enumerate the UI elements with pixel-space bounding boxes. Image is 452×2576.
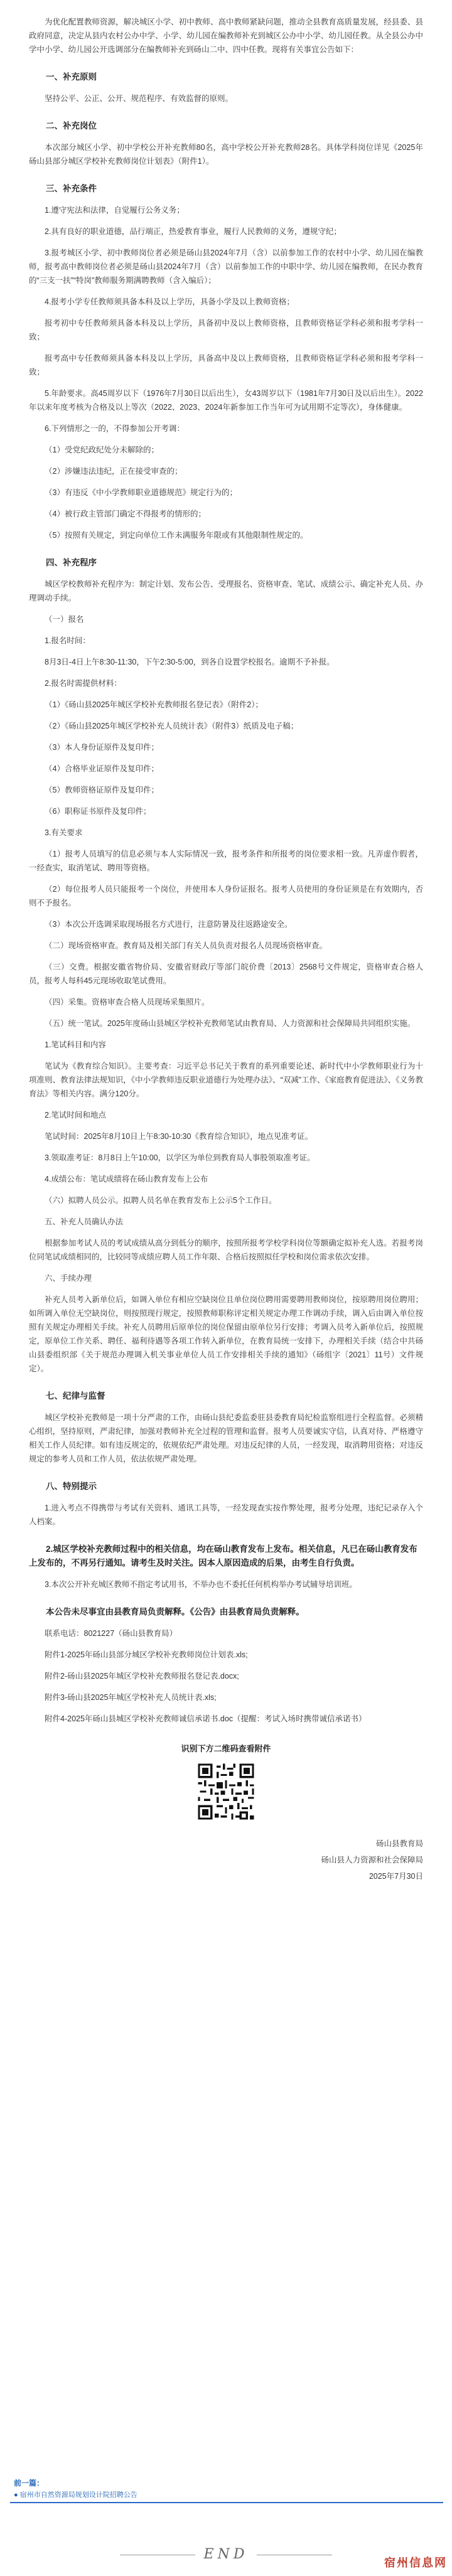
paragraph: 4.成绩公布：笔试成绩将在砀山教育发布上公布 xyxy=(45,1175,208,1184)
paragraph: （2）涉嫌违法违纪，正在接受审查的； xyxy=(45,467,183,476)
contact-phone: 附件4-2025年砀山县城区学校补充教师诚信承诺书.doc（提醒：考试入场时携带诚信承诺书） xyxy=(45,1714,367,1723)
signature-block xyxy=(29,1837,423,1883)
paragraph: （4）被行政主管部门确定不得报考的情形的； xyxy=(45,510,206,518)
signature-date: 2025年7月30日 xyxy=(369,1872,423,1881)
paragraph: 补充人员考入新单位后，如调入单位有相应空缺岗位且单位岗位聘用需要聘用教师岗位，按原聘用岗位聘用；如所调入单位无空缺岗位，则按照现行规定，按照教师职称评定相关规定办理工作调动手续，调入后由调入单位按照有关规定办理相关手续。补充人员聘用后原单位的岗位保留由原单位另行安排；考调入员考入新单位后，按照规定，原单位工作关系、聘任、福利待遇等各项工作转入新单位，在教育局统一安排下，办理相关手续（结合中共砀山县委组织部《关于规范办理调入机关事业单位人员工作安排相关手续的通知》（砀组字〔2021〕11号）文件规定）。 xyxy=(29,1295,423,1373)
prev-article-link-text[interactable]: 宿州市自然资源局规划设计院招聘公告 xyxy=(19,2491,137,2499)
paragraph: 附件3-砀山县2025年城区学校补充人员统计表.xls; xyxy=(45,1693,217,1702)
paragraph: 3.本次公开补充城区教师不指定考试用书，不举办也不委托任何机构举办考试辅导培训班。 xyxy=(45,1580,357,1589)
paragraph: 报考初中专任教师须具备本科及以上学历，具备初中及以上教师资格，且教师资格证学科必须和报考学科一致； xyxy=(29,319,423,341)
footer-divider xyxy=(10,2502,443,2503)
paragraph: 六、手续办理 xyxy=(45,1274,92,1283)
paragraph: 报考高中专任教师须具备本科及以上学历，具备高中及以上教师资格，且教师资格证学科必须和报考学科一致； xyxy=(29,354,423,377)
paragraph: 附件1-2025年砀山县部分城区学校补充教师岗位计划表.xls; xyxy=(45,1650,248,1659)
qr-caption: 识别下方二维码查看附件 xyxy=(181,1744,271,1753)
paragraph: 城区学校补充教师是一项十分严肃的工作，由砀山县纪委监委驻县委教育局纪检监察组进行全程监督。必须精心组织，坚持原则，严肃纪律，加强对教师补充全过程的管理和监督。报考人员要诚实守信，认真对待、严格遵守相关工作人员纪律。如有违反规定的，依规依纪严肃处理。对违反纪律的人员，一经发现，取消聘用资格；对违反规定的参考人员和工作人员，依法依规严肃处理。 xyxy=(29,1413,423,1463)
paragraph: 8月3日-4日上午8:30-11:30，下午2:30-5:00，到各自设置学校报名。逾期不予补报。 xyxy=(45,658,335,666)
paragraph: 城区学校教师补充程序为：制定计划、发布公告、受理报名、资格审查、笔试、成绩公示、确定补充人员、办理调动手续。 xyxy=(29,580,423,602)
paragraph: （3）有违反《中小学教师职业道德规范》规定行为的； xyxy=(45,488,237,497)
signature-org: 砀山县教育局 xyxy=(375,1839,423,1848)
section-heading: 四、补充程序 xyxy=(46,558,97,567)
intro-paragraph: 为优化配置教师资源，解决城区小学、初中教师、高中教师紧缺问题，推动全县教育高质量发展，经县委、县政府同意，决定从县内农村公办中学、小学、幼儿园在编教师补充到城区公办中小学、幼儿园任教。从全县公办中学中小学、幼儿园公开选调部分在编教师补充到砀山二中、四中任教。现将有关事宜公告如下： xyxy=(29,18,423,54)
paragraph: （1）《砀山县2025年城区学校补充教师报名登记表》（附件2）； xyxy=(45,700,263,709)
paragraph: 坚持公平、公正、公开、规范程序、有效监督的原则。 xyxy=(45,94,234,103)
paragraph: 5.年龄要求。高45周岁以下（1976年7月30日以后出生），女43周岁以下（1981年7月30日及以后出生）。2022年以来年度考核为合格及以上等次（2022、2023、2024年新参加工作当年可为试用期不定等次），身体健康。 xyxy=(29,389,423,412)
section-heading: 二、补充岗位 xyxy=(46,121,97,131)
paragraph: 3.有关要求 xyxy=(45,828,83,837)
paragraph: 附件2-砀山县2025年城区学校补充教师报名登记表.docx; xyxy=(45,1672,239,1681)
site-watermark: 宿州信息网 xyxy=(384,2557,447,2570)
paragraph: （4）合格毕业证原件及复印件； xyxy=(45,764,159,773)
paragraph: 3.领取准考证：8月8日上午10:00，以学区为单位到教育局人事股领取准考证。 xyxy=(45,1153,315,1162)
section-heading: 一、补充原则 xyxy=(46,72,97,82)
paragraph: （六）拟聘人员公示。拟聘人员名单在教育发布上公示5个工作日。 xyxy=(45,1196,277,1205)
link-icon: ● xyxy=(14,2491,20,2499)
paragraph: 2.具有良好的职业道德，品行端正，热爱教育事业，履行人民教师的义务，遵规守纪； xyxy=(45,227,342,236)
section-heading: 2.城区学校补充教师过程中的相关信息，均在砀山教育发布上发布。相关信息，凡已在砀山教育发布上发布的，不再另行通知。请考生及时关注。因本人原因造成的后果，由考生自行负责。 xyxy=(29,1544,417,1568)
signature-org: 砀山县人力资源和社会保障局 xyxy=(321,1856,423,1864)
paragraph: （3）本人身份证原件及复印件； xyxy=(45,743,159,752)
paragraph: 6.下列情形之一的，不得参加公开考调： xyxy=(45,424,185,433)
section-heading: 七、纪律与监督 xyxy=(46,1391,105,1401)
paragraph: （二）现场资格审查。教育局及相关部门有关人员负责对报名人员现场资格审查。 xyxy=(45,941,328,950)
paragraph: （5）教师资格证原件及复印件； xyxy=(45,786,159,794)
paragraph: 1.报名时间： xyxy=(45,636,90,645)
paragraph: （3）本次公开选调采取现场报名方式进行，注意防暑及往返路途安全。 xyxy=(45,920,293,929)
paragraph: 1.遵守宪法和法律，自觉履行公务义务； xyxy=(45,206,185,215)
paragraph: （6）职称证书原件及复印件； xyxy=(45,807,151,816)
paragraph: 2.笔试时间和地点 xyxy=(45,1111,106,1120)
paragraph: 本次部分城区小学、初中学校公开补充教师80名，高中学校公开补充教师28名。具体学科岗位详见《2025年砀山县部分城区学校补充教师岗位计划表》（附件1）。 xyxy=(29,143,423,166)
section-heading: 三、补充条件 xyxy=(46,184,97,193)
paragraph: 1.进入考点不得携带与考试有关资料、通讯工具等，一经发现查实按作弊处理，报考分处理，违纪记录存入个人档案。 xyxy=(29,1504,423,1526)
paragraph: 4.报考小学专任教师须具备本科及以上学历，具备小学及以上教师资格； xyxy=(45,297,294,306)
paragraph: （1）受党纪政纪处分未解除的； xyxy=(45,446,159,454)
paragraph: 联系电话：8021227（砀山县教育局） xyxy=(45,1629,178,1638)
paragraph: 根据参加考试人员的考试成绩从高分到低分的顺序，按照所报考学校学科岗位等额确定拟补充人选。若报考岗位同笔试成绩相同的，比较同等成绩应聘人员工作年限、合格后按照拟任学校和岗位需求依次安排。 xyxy=(29,1239,423,1261)
paragraph: 笔试为《教育综合知识》。主要考查：习近平总书记关于教育的系列重要论述、新时代中小学教师职业行为十项准则、教育法律法规知识，《中小学教师违反职业道德行为处理办法》、“双减”工作、《家庭教育促进法》、《义务教育法》等相关内容。满分120分。 xyxy=(29,1062,423,1098)
qr-code-icon[interactable] xyxy=(196,1761,256,1822)
paragraph: （五）统一笔试。2025年度砀山县城区学校补充教师笔试由教育局、人力资源和社会保障局共同组织实施。 xyxy=(45,1019,416,1028)
section-heading: 八、特别提示 xyxy=(46,1482,97,1491)
paragraph: （三）交费。根据安徽省物价局、安徽省财政厅等部门皖价费〔2013〕2568号文件规定，资格审查合格人员，报考人每科45元现场收取笔试费用。 xyxy=(29,963,423,985)
paragraph: （一）报名 xyxy=(45,615,84,624)
prev-article-heading: 前一篇： xyxy=(14,2479,45,2488)
paragraph: 1.笔试科目和内容 xyxy=(45,1040,106,1049)
paragraph: （四）采集。资格审查合格人员现场采集照片。 xyxy=(45,998,210,1007)
article-body xyxy=(29,15,423,1886)
paragraph: （2）《砀山县2025年城区学校补充人员统计表》（附件3）纸质及电子稿； xyxy=(45,722,299,730)
paragraph: （5）按照有关规定，到定向单位工作未满服务年限或有其他限制性规定的。 xyxy=(45,531,308,540)
paragraph: 五、补充人员确认办法 xyxy=(45,1217,124,1226)
section-heading: 本公告未尽事宜由县教育局负责解释。《公告》由县教育局负责解释。 xyxy=(46,1607,304,1617)
prev-article-link[interactable] xyxy=(14,2489,443,2499)
paragraph: （1）报考人员填写的信息必须与本人实际情况一致，报考条件和所报考的岗位要求相一致。凡弄虚作假者，一经查实，取消笔试、聘用等资格。 xyxy=(29,850,423,872)
paragraph: 笔试时间：2025年8月10日上午8:30-10:30《教育综合知识》，地点见准考证。 xyxy=(45,1132,313,1141)
paragraph: （2）每位报考人员只能报考一个岗位，并使用本人身份证报名。报考人员使用的身份证须是在有效期内，否则不予报名。 xyxy=(29,885,423,907)
paragraph: 3.报考城区小学、初中教师岗位者必须是砀山县2024年7月（含）以前参加工作的农村中小学、幼儿园在编教师，报考高中教师岗位者必须是砀山县2024年7月（含）以前参加工作的中职中学、幼儿园在编教师，在民办教育的“三支一扶”“特岗”教师服务期满聘教师（含入编后）； xyxy=(29,249,423,285)
prev-article-footer xyxy=(10,2477,443,2503)
paragraph: 2.报名时需提供材料： xyxy=(45,679,122,688)
end-mark: END xyxy=(0,2547,452,2562)
qr-code-wrapper xyxy=(29,1761,423,1822)
